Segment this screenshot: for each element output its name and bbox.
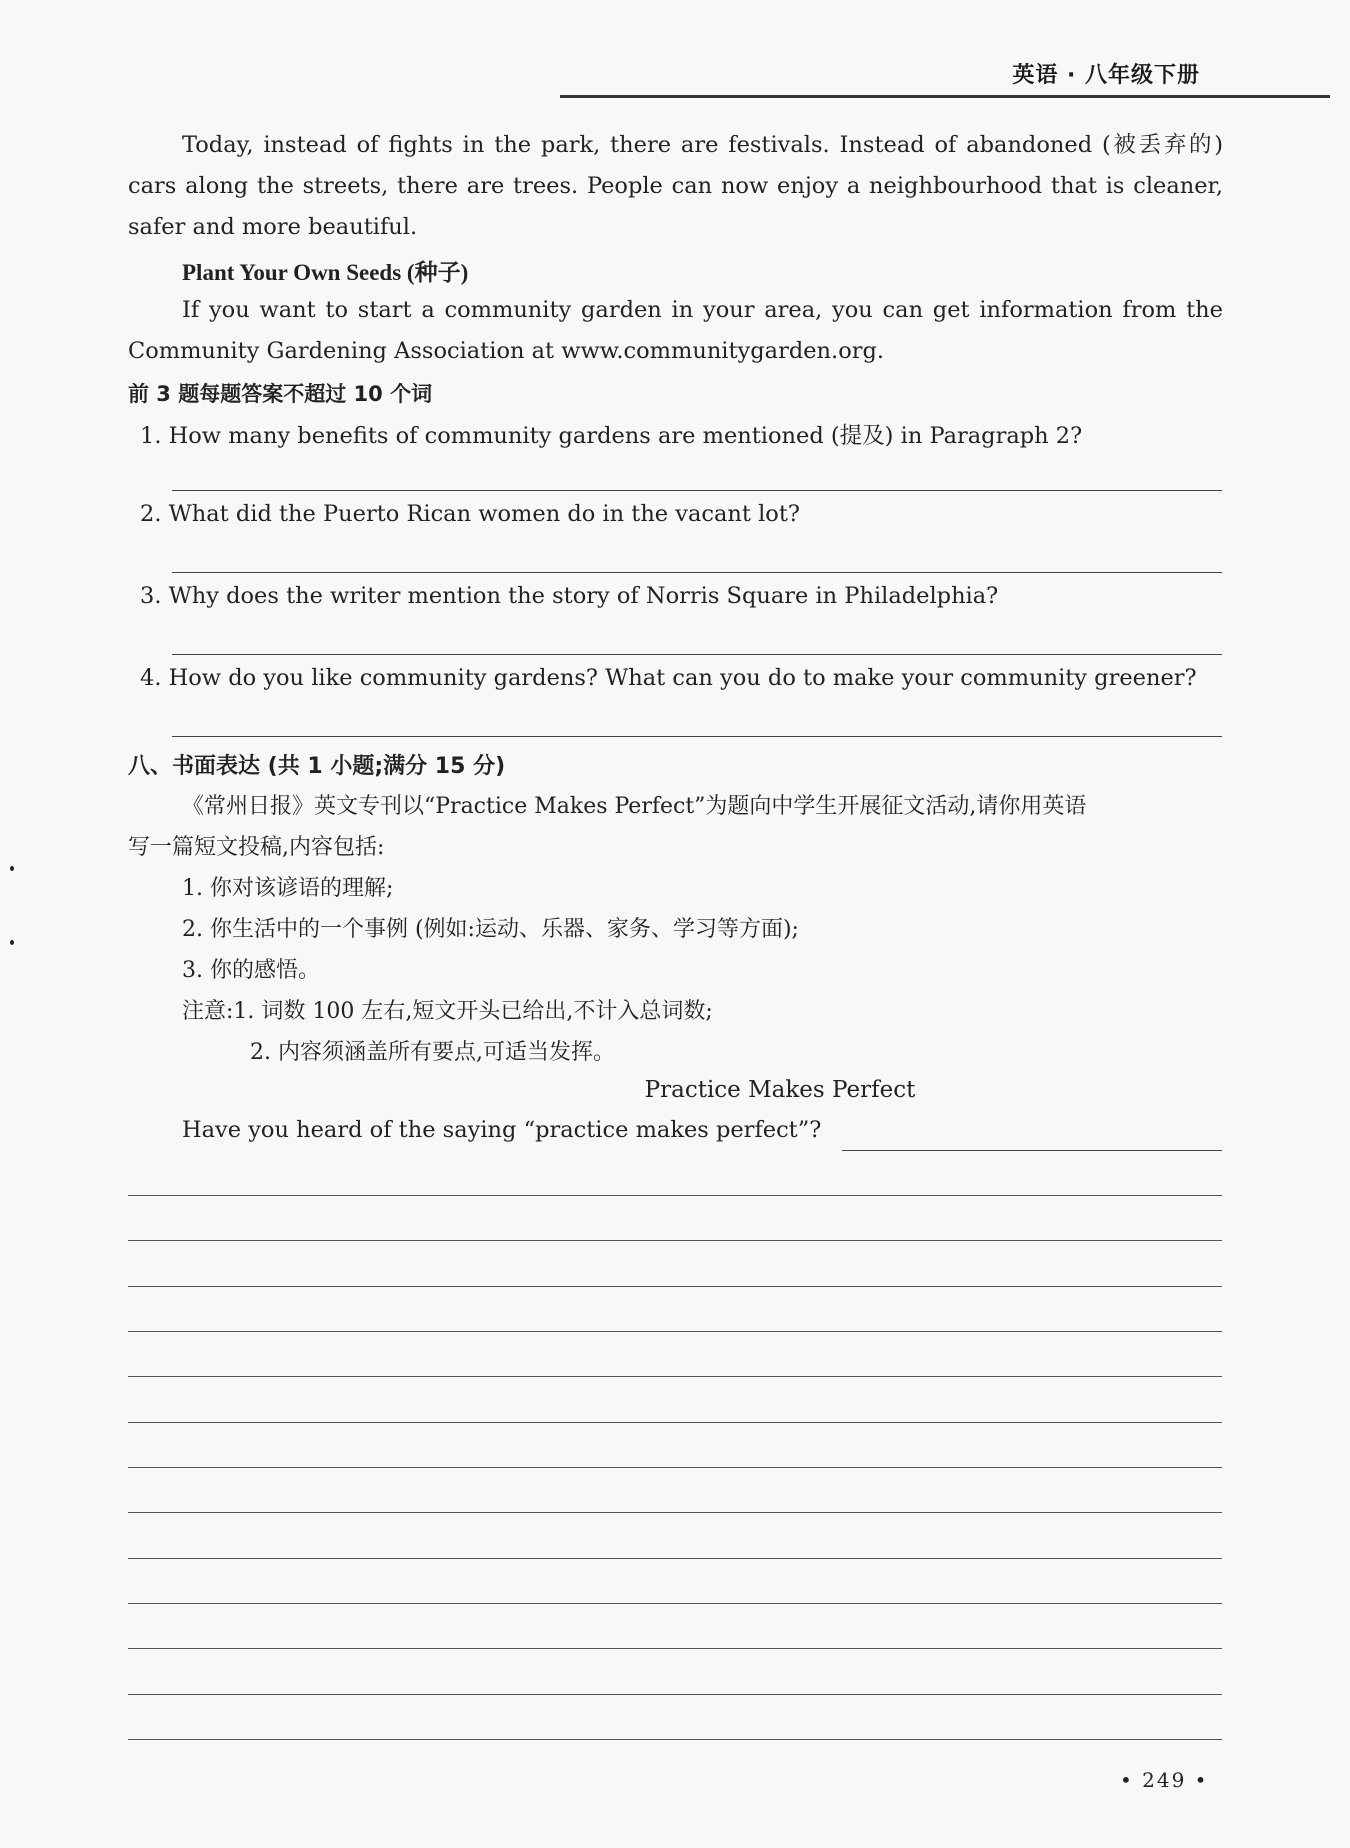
writing-line[interactable] [128, 1739, 1222, 1740]
question-2: 2. What did the Puerto Rican women do in the vacant lot? [140, 501, 800, 527]
answer-line-3[interactable] [172, 654, 1222, 655]
writing-note-1: 注意:1. 词数 100 左右,短文开头已给出,不计入总词数; [182, 999, 713, 1024]
writing-line[interactable] [128, 1467, 1222, 1468]
scan-speck [10, 866, 14, 871]
scan-speck [10, 940, 14, 945]
writing-point-2: 2. 你生活中的一个事例 (例如:运动、乐器、家务、学习等方面); [182, 917, 799, 942]
answer-line-1[interactable] [172, 490, 1222, 491]
question-1: 1. How many benefits of community gardens are mentioned (提及) in Paragraph 2? [140, 423, 1083, 449]
writing-prompt-line-2: 写一篇短文投稿,内容包括: [128, 835, 385, 860]
writing-line[interactable] [128, 1512, 1222, 1513]
passage-paragraph-1: Today, instead of fights in the park, there are festivals. Instead of abandoned (被丢弃的) cars along the streets, there are trees. People can now enjoy a neighbourhood that is cleaner, safer and more beautiful. [128, 132, 1223, 240]
writing-section-heading: 八、书面表达 (共 1 小题;满分 15 分) [128, 754, 506, 779]
writing-line[interactable] [128, 1286, 1222, 1287]
answer-line-4[interactable] [172, 736, 1222, 737]
opening-answer-line[interactable] [842, 1150, 1222, 1151]
writing-line[interactable] [128, 1648, 1222, 1649]
writing-line[interactable] [128, 1331, 1222, 1332]
page-number: • 249 • [1120, 1768, 1209, 1792]
word-limit-instruction: 前 3 题每题答案不超过 10 个词 [128, 382, 433, 406]
question-3: 3. Why does the writer mention the story of Norris Square in Philadelphia? [140, 583, 999, 609]
writing-point-3: 3. 你的感悟。 [182, 958, 320, 983]
writing-line[interactable] [128, 1195, 1222, 1196]
question-4: 4. How do you like community gardens? What can you do to make your community greener? [140, 665, 1197, 691]
writing-line[interactable] [128, 1376, 1222, 1377]
writing-point-1: 1. 你对该谚语的理解; [182, 876, 394, 901]
writing-line[interactable] [128, 1240, 1222, 1241]
passage-paragraph-2: If you want to start a community garden in your area, you can get information from the Community Gardening Association at www.communitygarden.org. [128, 297, 1223, 364]
writing-line[interactable] [128, 1558, 1222, 1559]
writing-line[interactable] [128, 1603, 1222, 1604]
essay-opening-sentence: Have you heard of the saying “practice makes perfect”? [182, 1117, 822, 1143]
writing-line[interactable] [128, 1694, 1222, 1695]
essay-title: Practice Makes Perfect [644, 1077, 916, 1103]
writing-line[interactable] [128, 1422, 1222, 1423]
answer-line-2[interactable] [172, 572, 1222, 573]
writing-note-2: 2. 内容须涵盖所有要点,可适当发挥。 [250, 1040, 615, 1065]
passage-subheading: Plant Your Own Seeds (种子) [182, 260, 469, 285]
header-title: 英语 · 八年级下册 [1012, 63, 1200, 88]
writing-prompt-line-1: 《常州日报》英文专刊以“Practice Makes Perfect”为题向中学生开展征文活动,请你用英语 [182, 794, 1087, 819]
header-rule [560, 95, 1330, 98]
